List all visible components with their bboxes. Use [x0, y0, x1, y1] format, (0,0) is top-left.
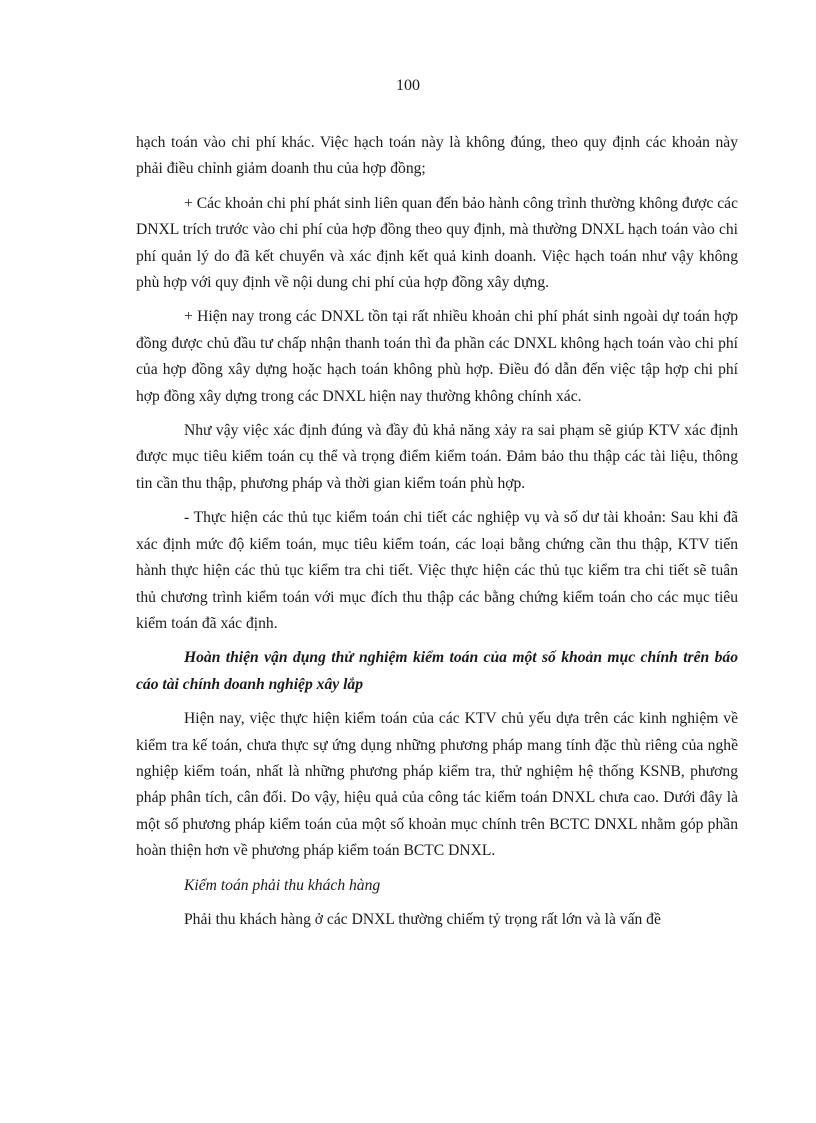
page-body [136, 130, 738, 941]
paragraph-current-practice: Hiện nay, việc thực hiện kiểm toán của các KTV chủ yếu dựa trên các kinh nghiệm về kiểm tra kế toán, chưa thực sự ứng dụng những phương pháp mang tính đặc thù riêng của nghề nghiệp kiểm toán, nhất là những phương pháp kiểm tra, thử nghiệm hệ thống KSNB, phương pháp phân tích, cân đối. Do vậy, hiệu quả của công tác kiểm toán DNXL chưa cao. Dưới đây là một số phương pháp kiểm toán của một số khoản mục chính trên BCTC DNXL nhằm góp phần hoàn thiện hơn về phương pháp kiểm toán BCTC DNXL. [136, 710, 738, 860]
subsection-heading: Kiểm toán phải thu khách hàng [184, 876, 381, 894]
paragraph-conclusion: Như vậy việc xác định đúng và đầy đủ khả năng xảy ra sai phạm sẽ giúp KTV xác định được mục tiêu kiểm toán cụ thể và trọng điểm kiểm toán. Đảm bảo thu thập các tài liệu, thông tin cần thu thập, phương pháp và thời gian kiểm toán phù hợp. [136, 422, 738, 492]
paragraph-continuation: hạch toán vào chi phí khác. Việc hạch toán này là không đúng, theo quy định các khoản này phải điều chỉnh giảm doanh thu của hợp đồng; [136, 134, 738, 178]
section-heading: Hoàn thiện vận dụng thử nghiệm kiểm toán của một số khoản mục chính trên báo cáo tài chính doanh nghiệp xây lắp [136, 649, 738, 693]
page-number: 100 [396, 77, 420, 94]
paragraph-extra-costs: + Hiện nay trong các DNXL tồn tại rất nhiều khoản chi phí phát sinh ngoài dự toán hợp đồng được chủ đầu tư chấp nhận thanh toán thì đa phần các DNXL không hạch toán vào chi phí của hợp đồng xây dựng hoặc hạch toán không phù hợp. Điều đó dẫn đến việc tập hợp chi phí hợp đồng xây dựng trong các DNXL hiện nay thường không chính xác. [136, 308, 738, 405]
paragraph-receivables: Phải thu khách hàng ở các DNXL thường chiếm tỷ trọng rất lớn và là vấn đề [184, 910, 661, 928]
paragraph-detailed-procedures: - Thực hiện các thủ tục kiểm toán chi tiết các nghiệp vụ và số dư tài khoản: Sau khi đã xác định mức độ kiểm toán, mục tiêu kiểm toán, các loại bằng chứng cần thu thập, KTV tiến hành thực hiện các thủ tục kiểm tra chi tiết. Việc thực hiện các thủ tục kiểm tra chi tiết sẽ tuân thủ chương trình kiểm toán với mục đích thu thập các bằng chứng kiểm toán cho các mục tiêu kiểm toán đã xác định. [136, 509, 738, 632]
paragraph-warranty-costs: + Các khoản chi phí phát sinh liên quan đến bảo hành công trình thường không được các DNXL trích trước vào chi phí của hợp đồng theo quy định, mà thường DNXL hạch toán vào chi phí quản lý do đã kết chuyển và xác định kết quả kinh doanh. Việc hạch toán như vậy không phù hợp với quy định về nội dung chi phí của hợp đồng xây dựng. [136, 194, 738, 292]
